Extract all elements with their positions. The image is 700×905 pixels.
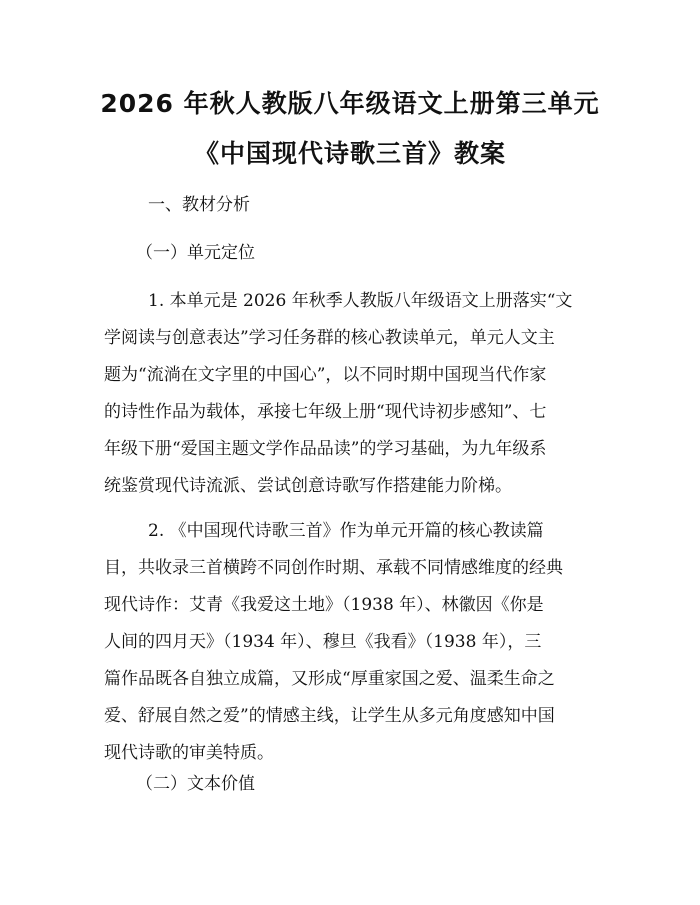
paragraph-1-line-6: 统鉴赏现代诗流派、尝试创意诗歌写作搭建能力阶梯。: [104, 476, 512, 496]
paragraph-1-line-5: 年级下册“爱国主题文学作品品读”的学习基础，为九年级系: [104, 439, 547, 459]
subsection-heading-text-value: （二）文本价值: [136, 774, 255, 794]
paragraph-2-line-6: 爱、舒展自然之爱”的情感主线，让学生从多元角度感知中国: [104, 706, 555, 726]
paragraph-2-line-2: 目，共收录三首横跨不同创作时期、承载不同情感维度的经典: [104, 558, 563, 578]
paragraph-1-line-1: 1. 本单元是 2026 年秋季人教版八年级语文上册落实“文: [148, 291, 573, 311]
paragraph-1-line-3: 题为“流淌在文字里的中国心”，以不同时期中国现当代作家: [104, 365, 547, 385]
section-heading-textbook-analysis: 一、教材分析: [148, 195, 250, 215]
subsection-heading-unit-positioning: （一）单元定位: [136, 243, 255, 263]
paragraph-2-line-7: 现代诗歌的审美特质。: [104, 743, 274, 763]
paragraph-2-line-4: 人间的四月天》（1934 年）、穆旦《我看》（1938 年），三: [104, 632, 542, 652]
paragraph-1-line-4: 的诗性作品为载体，承接七年级上册“现代诗初步感知”、七: [104, 402, 547, 422]
paragraph-2-line-1: 2. 《中国现代诗歌三首》作为单元开篇的核心教读篇: [148, 521, 544, 541]
paragraph-2-line-5: 篇作品既各自独立成篇，又形成“厚重家国之爱、温柔生命之: [104, 669, 555, 689]
document-title-line-2: 《中国现代诗歌三首》教案: [193, 139, 506, 168]
paragraph-2-line-3: 现代诗作：艾青《我爱这土地》（1938 年）、林徽因《你是: [104, 595, 544, 615]
document-title-line-1: 2026 年秋人教版八年级语文上册第三单元: [100, 89, 600, 118]
paragraph-1-line-2: 学阅读与创意表达”学习任务群的核心教读单元，单元人文主: [104, 328, 555, 348]
